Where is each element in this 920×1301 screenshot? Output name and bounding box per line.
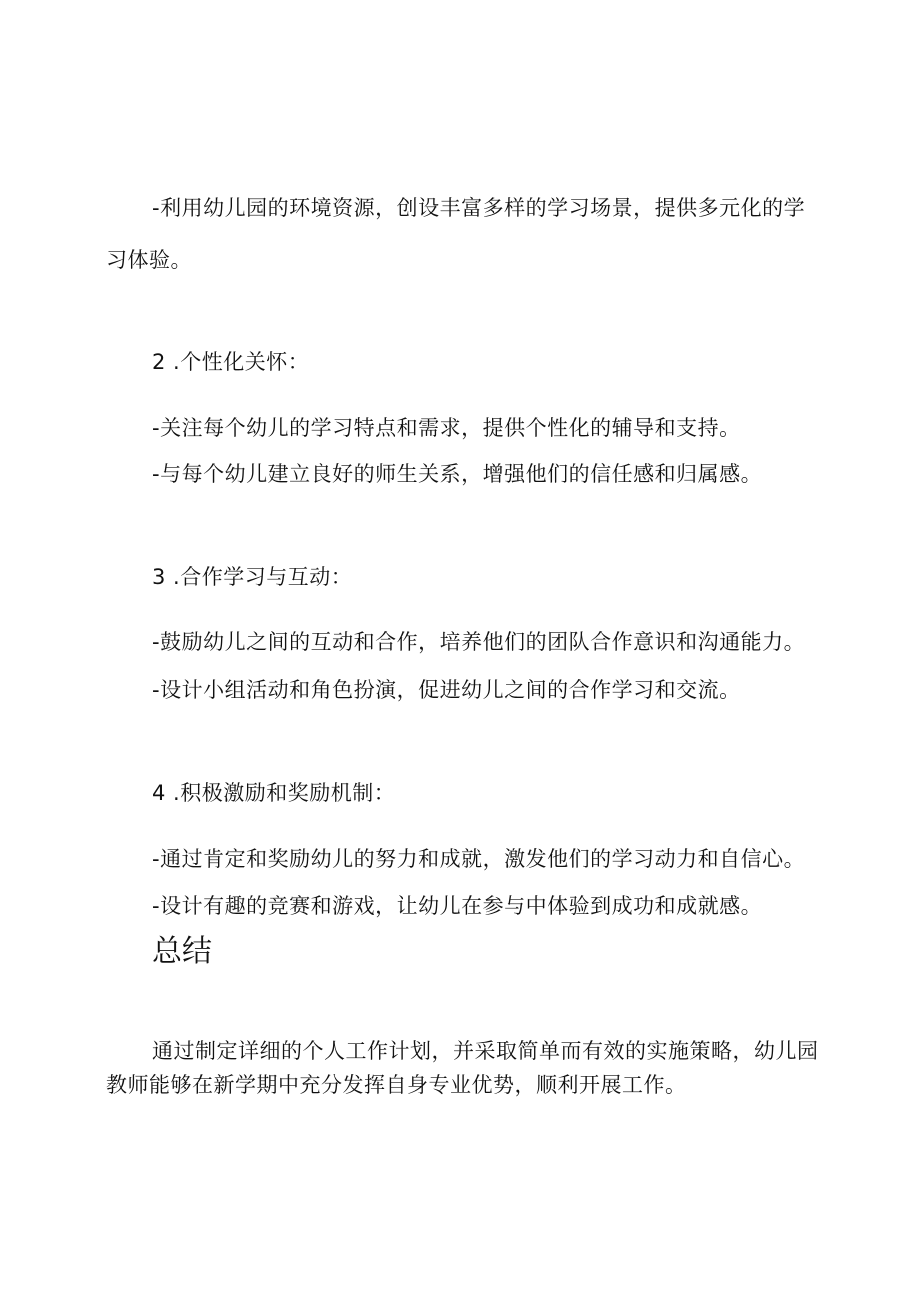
- summary-paragraph-line1: 通过制定详细的个人工作计划，并采取简单而有效的实施策略，幼儿园: [152, 1039, 819, 1063]
- bullet-environment-resources-line2: 习体验。: [106, 248, 192, 272]
- section-heading-incentive-mechanism: 4 .积极激励和奖励机制：: [152, 781, 396, 805]
- section-heading-cooperative-learning: 3 .合作学习与互动：: [152, 565, 353, 589]
- bullet-affirmation-rewards: -通过肯定和奖励幼儿的努力和成就，激发他们的学习动力和自信心。: [152, 847, 806, 871]
- section-heading-personalized-care: 2 .个性化关怀：: [152, 350, 310, 374]
- bullet-learning-needs: -关注每个幼儿的学习特点和需求，提供个性化的辅导和支持。: [152, 416, 741, 440]
- bullet-environment-resources-line1: -利用幼儿园的环境资源，创设丰富多样的学习场景，提供多元化的学: [152, 196, 806, 220]
- bullet-competitions-games: -设计有趣的竞赛和游戏，让幼儿在参与中体验到成功和成就感。: [152, 894, 763, 918]
- bullet-interaction-cooperation: -鼓励幼儿之间的互动和合作，培养他们的团队合作意识和沟通能力。: [152, 630, 806, 654]
- bullet-teacher-student-relationship: -与每个幼儿建立良好的师生关系，增强他们的信任感和归属感。: [152, 462, 763, 486]
- bullet-group-activities: -设计小组活动和角色扮演，促进幼儿之间的合作学习和交流。: [152, 678, 741, 702]
- summary-paragraph-line2: 教师能够在新学期中充分发挥自身专业优势，顺利开展工作。: [106, 1073, 687, 1097]
- summary-title: 总结: [152, 934, 212, 969]
